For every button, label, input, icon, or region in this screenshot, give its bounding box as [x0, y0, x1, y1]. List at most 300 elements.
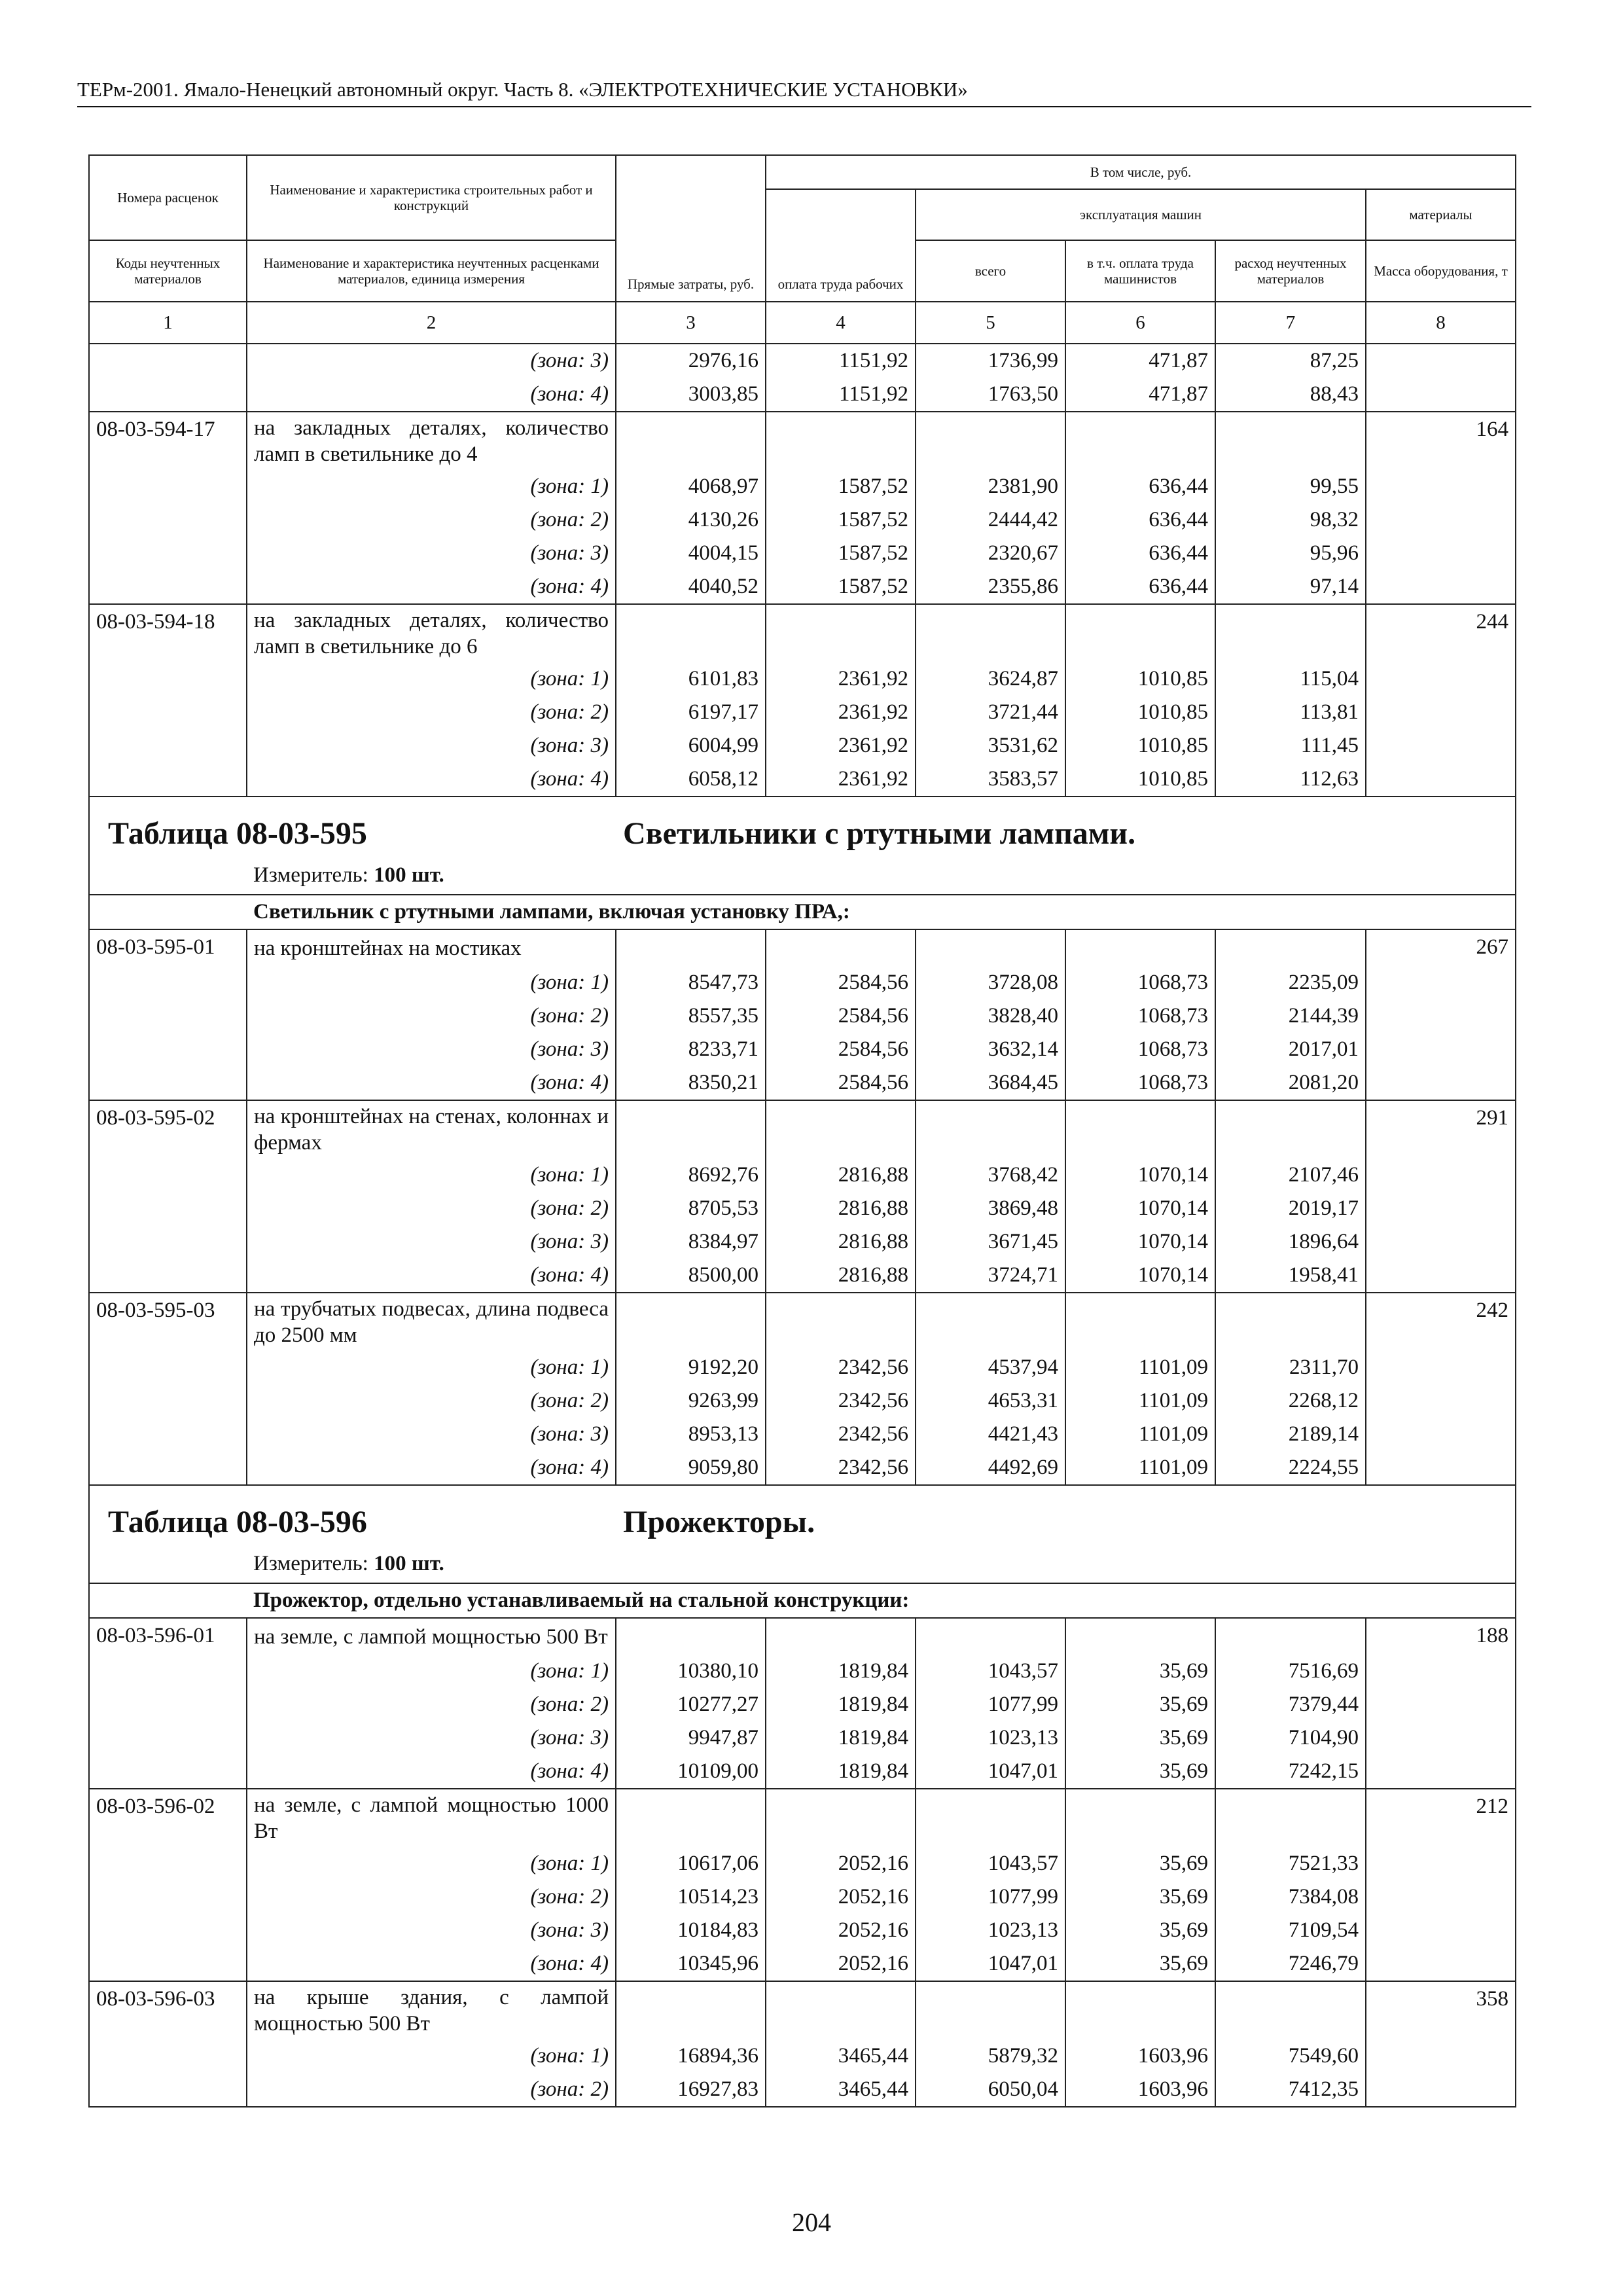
empty-cell	[1366, 503, 1516, 537]
rate-code: 08-03-596-01	[89, 1618, 247, 1655]
empty-cell	[1366, 696, 1516, 729]
value-cell: 8547,73	[616, 966, 766, 999]
empty-cell	[89, 378, 247, 412]
rate-row	[89, 1981, 1516, 2039]
zone-label: (зона: 3)	[247, 729, 616, 762]
value-cell: 3003,85	[616, 378, 766, 412]
value-cell: 2052,16	[766, 1947, 916, 1981]
value-cell: 2816,88	[766, 1158, 916, 1192]
empty-cell	[616, 412, 766, 470]
value-cell: 2816,88	[766, 1192, 916, 1225]
value-cell: 1101,09	[1065, 1351, 1215, 1384]
empty-cell	[1065, 1981, 1215, 2039]
page-number: 204	[792, 2208, 831, 2237]
value-cell: 1077,99	[916, 1688, 1065, 1721]
empty-cell	[616, 1789, 766, 1847]
zone-row	[89, 503, 1516, 537]
value-cell: 1896,64	[1215, 1225, 1366, 1259]
value-cell: 2361,92	[766, 662, 916, 696]
value-cell: 2224,55	[1215, 1451, 1366, 1485]
zone-label: (зона: 4)	[247, 1755, 616, 1789]
empty-cell	[916, 1789, 1065, 1847]
zone-label: (зона: 2)	[247, 2073, 616, 2107]
value-cell: 3465,44	[766, 2073, 916, 2107]
value-cell: 115,04	[1215, 662, 1366, 696]
value-cell: 97,14	[1215, 570, 1366, 604]
col-machines-total-header: всего	[916, 240, 1065, 302]
value-cell: 2342,56	[766, 1418, 916, 1451]
value-cell: 3828,40	[916, 999, 1065, 1033]
zone-label: (зона: 4)	[247, 1451, 616, 1485]
value-cell: 8692,76	[616, 1158, 766, 1192]
zone-row	[89, 1192, 1516, 1225]
zone-label: (зона: 3)	[247, 1225, 616, 1259]
value-cell: 4040,52	[616, 570, 766, 604]
value-cell: 1023,13	[916, 1914, 1065, 1947]
zone-row	[89, 1418, 1516, 1451]
value-cell: 9059,80	[616, 1451, 766, 1485]
empty-cell	[89, 1259, 247, 1293]
value-cell: 3531,62	[916, 729, 1065, 762]
zone-label: (зона: 1)	[247, 1351, 616, 1384]
value-cell: 113,81	[1215, 696, 1366, 729]
value-cell: 1151,92	[766, 344, 916, 378]
value-cell: 7104,90	[1215, 1721, 1366, 1755]
empty-cell	[89, 2039, 247, 2073]
empty-cell	[1366, 537, 1516, 570]
value-cell: 7549,60	[1215, 2039, 1366, 2073]
value-cell: 636,44	[1065, 570, 1215, 604]
value-cell: 7242,15	[1215, 1755, 1366, 1789]
zone-label: (зона: 2)	[247, 1880, 616, 1914]
empty-cell	[1366, 2039, 1516, 2073]
value-cell: 7412,35	[1215, 2073, 1366, 2107]
zone-label: (зона: 2)	[247, 503, 616, 537]
empty-cell	[89, 1066, 247, 1100]
value-cell: 2342,56	[766, 1451, 916, 1485]
empty-cell	[89, 1418, 247, 1451]
value-cell: 1068,73	[1065, 999, 1215, 1033]
empty-cell	[89, 1192, 247, 1225]
value-cell: 2816,88	[766, 1259, 916, 1293]
value-cell: 1101,09	[1065, 1384, 1215, 1418]
empty-cell	[1215, 1618, 1366, 1655]
empty-cell	[1366, 1655, 1516, 1688]
value-cell: 2235,09	[1215, 966, 1366, 999]
empty-cell	[89, 966, 247, 999]
value-cell: 3684,45	[916, 1066, 1065, 1100]
value-cell: 636,44	[1065, 537, 1215, 570]
value-cell: 2444,42	[916, 503, 1065, 537]
value-cell: 1047,01	[916, 1947, 1065, 1981]
zone-row	[89, 1033, 1516, 1066]
value-cell: 2342,56	[766, 1351, 916, 1384]
value-cell: 1010,85	[1065, 762, 1215, 797]
zone-label: (зона: 3)	[247, 537, 616, 570]
value-cell: 35,69	[1065, 1655, 1215, 1688]
rate-description: на земле, с лампой мощностью 500 Вт	[247, 1618, 616, 1655]
empty-cell	[1366, 470, 1516, 503]
empty-cell	[916, 1100, 1065, 1158]
zone-label: (зона: 2)	[247, 999, 616, 1033]
value-cell: 2052,16	[766, 1914, 916, 1947]
value-cell: 2361,92	[766, 762, 916, 797]
empty-cell	[1366, 1418, 1516, 1451]
zone-row	[89, 470, 1516, 503]
empty-cell	[1065, 412, 1215, 470]
empty-cell	[89, 1225, 247, 1259]
empty-cell	[1215, 1981, 1366, 2039]
empty-cell	[916, 1618, 1065, 1655]
value-cell: 9263,99	[616, 1384, 766, 1418]
zone-row	[89, 696, 1516, 729]
value-cell: 1010,85	[1065, 696, 1215, 729]
value-cell: 1587,52	[766, 537, 916, 570]
zone-row	[89, 1755, 1516, 1789]
empty-cell	[1366, 1192, 1516, 1225]
empty-cell	[1215, 412, 1366, 470]
measure-unit	[253, 859, 444, 892]
value-cell: 7109,54	[1215, 1914, 1366, 1947]
empty-cell	[89, 570, 247, 604]
zone-label: (зона: 1)	[247, 662, 616, 696]
value-cell: 2584,56	[766, 966, 916, 999]
value-cell: 1068,73	[1065, 1033, 1215, 1066]
zone-label: (зона: 2)	[247, 696, 616, 729]
value-cell: 3583,57	[916, 762, 1065, 797]
value-cell: 8384,97	[616, 1225, 766, 1259]
rate-code: 08-03-595-01	[89, 929, 247, 966]
rate-description: на закладных деталях, количество ламп в светильнике до 6	[247, 604, 616, 662]
col-number: 2	[247, 302, 616, 344]
empty-cell	[1366, 966, 1516, 999]
value-cell: 3768,42	[916, 1158, 1065, 1192]
value-cell: 3724,71	[916, 1259, 1065, 1293]
empty-cell	[89, 1947, 247, 1981]
empty-cell	[89, 1351, 247, 1384]
empty-cell	[1366, 1259, 1516, 1293]
zone-row	[89, 729, 1516, 762]
value-cell: 6197,17	[616, 696, 766, 729]
zone-row	[89, 999, 1516, 1033]
empty-cell	[89, 1880, 247, 1914]
zone-row	[89, 1880, 1516, 1914]
zone-label: (зона: 1)	[247, 470, 616, 503]
rate-code: 08-03-594-17	[89, 412, 247, 470]
value-cell: 1819,84	[766, 1755, 916, 1789]
value-cell: 1077,99	[916, 1880, 1065, 1914]
value-cell: 3465,44	[766, 2039, 916, 2073]
empty-cell	[1215, 1100, 1366, 1158]
zone-row	[89, 1847, 1516, 1880]
col-number: 7	[1215, 302, 1366, 344]
zone-label: (зона: 3)	[247, 1914, 616, 1947]
empty-cell	[1366, 1688, 1516, 1721]
value-cell: 3721,44	[916, 696, 1065, 729]
zone-row	[89, 344, 1516, 378]
value-cell: 88,43	[1215, 378, 1366, 412]
empty-cell	[1366, 1225, 1516, 1259]
value-cell: 8350,21	[616, 1066, 766, 1100]
empty-cell	[1366, 1384, 1516, 1418]
value-cell: 2311,70	[1215, 1351, 1366, 1384]
value-cell: 2361,92	[766, 729, 916, 762]
value-cell: 7246,79	[1215, 1947, 1366, 1981]
zone-label: (зона: 2)	[247, 1688, 616, 1721]
zone-row	[89, 1259, 1516, 1293]
col-machinist-wage-header: в т.ч. оплата труда машинистов	[1065, 240, 1215, 302]
empty-cell	[1366, 344, 1516, 378]
empty-cell	[1366, 662, 1516, 696]
value-cell: 4653,31	[916, 1384, 1065, 1418]
col-code-header: Номера расценок	[89, 155, 247, 240]
empty-cell	[766, 1618, 916, 1655]
value-cell: 2342,56	[766, 1384, 916, 1418]
empty-cell	[1366, 1755, 1516, 1789]
col-number: 3	[616, 302, 766, 344]
value-cell: 1587,52	[766, 503, 916, 537]
value-cell: 6050,04	[916, 2073, 1065, 2107]
value-cell: 4421,43	[916, 1418, 1065, 1451]
value-cell: 10109,00	[616, 1755, 766, 1789]
value-cell: 1010,85	[1065, 729, 1215, 762]
empty-cell	[766, 1100, 916, 1158]
empty-cell	[1366, 999, 1516, 1033]
zone-label: (зона: 1)	[247, 2039, 616, 2073]
value-cell: 2355,86	[916, 570, 1065, 604]
value-cell: 4068,97	[616, 470, 766, 503]
running-header: ТЕРм-2001. Ямало-Ненецкий автономный округ. Часть 8. «ЭЛЕКТРОТЕХНИЧЕСКИЕ УСТАНОВКИ»	[77, 73, 1531, 107]
empty-cell	[916, 929, 1065, 966]
empty-cell	[766, 1293, 916, 1351]
empty-cell	[1366, 570, 1516, 604]
value-cell: 35,69	[1065, 1721, 1215, 1755]
table-title-cell	[89, 1485, 1516, 1583]
value-cell: 1101,09	[1065, 1451, 1215, 1485]
value-cell: 2268,12	[1215, 1384, 1366, 1418]
zone-row	[89, 537, 1516, 570]
zone-label: (зона: 2)	[247, 1192, 616, 1225]
empty-cell	[766, 604, 916, 662]
rate-description: на кронштейнах на стенах, колоннах и фермах	[247, 1100, 616, 1158]
empty-cell	[89, 2073, 247, 2107]
table-title: Светильники с ртутными лампами.	[623, 816, 1136, 851]
empty-cell	[89, 729, 247, 762]
zone-row	[89, 1451, 1516, 1485]
value-cell: 2052,16	[766, 1880, 916, 1914]
value-cell: 10380,10	[616, 1655, 766, 1688]
value-cell: 1958,41	[1215, 1259, 1366, 1293]
col-number: 5	[916, 302, 1065, 344]
table-title: Прожекторы.	[623, 1505, 815, 1539]
empty-cell	[1215, 1293, 1366, 1351]
empty-cell	[766, 1981, 916, 2039]
empty-cell	[89, 470, 247, 503]
price-table	[88, 154, 1516, 2108]
rate-labor: 212	[1366, 1789, 1516, 1847]
empty-cell	[1366, 2073, 1516, 2107]
value-cell: 10514,23	[616, 1880, 766, 1914]
value-cell: 1819,84	[766, 1721, 916, 1755]
value-cell: 471,87	[1065, 378, 1215, 412]
value-cell: 8500,00	[616, 1259, 766, 1293]
zone-row	[89, 762, 1516, 797]
section-row	[89, 1583, 1516, 1618]
rate-code: 08-03-595-03	[89, 1293, 247, 1351]
table-title-row	[89, 797, 1516, 895]
empty-cell	[916, 1293, 1065, 1351]
zone-label: (зона: 4)	[247, 378, 616, 412]
value-cell: 111,45	[1215, 729, 1366, 762]
section-heading: Прожектор, отдельно устанавливаемый на стальной конструкции:	[89, 1583, 1516, 1618]
empty-cell	[766, 929, 916, 966]
value-cell: 1763,50	[916, 378, 1065, 412]
zone-label: (зона: 4)	[247, 1259, 616, 1293]
value-cell: 1151,92	[766, 378, 916, 412]
value-cell: 35,69	[1065, 1914, 1215, 1947]
value-cell: 1043,57	[916, 1655, 1065, 1688]
rate-labor: 291	[1366, 1100, 1516, 1158]
value-cell: 4537,94	[916, 1351, 1065, 1384]
value-cell: 3728,08	[916, 966, 1065, 999]
empty-cell	[89, 1033, 247, 1066]
zone-row	[89, 378, 1516, 412]
zone-label: (зона: 4)	[247, 762, 616, 797]
empty-cell	[1366, 378, 1516, 412]
rate-description: на кронштейнах на мостиках	[247, 929, 616, 966]
empty-cell	[89, 1158, 247, 1192]
rate-code: 08-03-594-18	[89, 604, 247, 662]
value-cell: 2107,46	[1215, 1158, 1366, 1192]
rate-row	[89, 412, 1516, 470]
rate-labor: 267	[1366, 929, 1516, 966]
zone-row	[89, 2073, 1516, 2107]
value-cell: 1068,73	[1065, 966, 1215, 999]
value-cell: 2189,14	[1215, 1418, 1366, 1451]
value-cell: 1023,13	[916, 1721, 1065, 1755]
empty-cell	[1366, 1914, 1516, 1947]
section-row	[89, 895, 1516, 929]
value-cell: 16927,83	[616, 2073, 766, 2107]
measure-unit-value: 100 шт.	[374, 863, 444, 887]
empty-cell	[89, 1384, 247, 1418]
value-cell: 8557,35	[616, 999, 766, 1033]
col-unaccounted-name-header: Наименование и характеристика неучтенных расценками материалов, единица измерения	[247, 240, 616, 302]
rate-description: на трубчатых подвесах, длина подвеса до 2500 мм	[247, 1293, 616, 1351]
empty-cell	[616, 604, 766, 662]
table-body	[89, 344, 1516, 2107]
value-cell: 1070,14	[1065, 1158, 1215, 1192]
value-cell: 7379,44	[1215, 1688, 1366, 1721]
value-cell: 2816,88	[766, 1225, 916, 1259]
value-cell: 35,69	[1065, 1847, 1215, 1880]
value-cell: 3671,45	[916, 1225, 1065, 1259]
rate-code: 08-03-595-02	[89, 1100, 247, 1158]
zone-label: (зона: 3)	[247, 1418, 616, 1451]
value-cell: 1070,14	[1065, 1192, 1215, 1225]
zone-label: (зона: 1)	[247, 1158, 616, 1192]
empty-cell	[1366, 1033, 1516, 1066]
table-header	[89, 155, 1516, 344]
value-cell: 98,32	[1215, 503, 1366, 537]
col-direct-cost-header: Прямые затраты, руб.	[616, 155, 766, 302]
empty-cell	[89, 537, 247, 570]
value-cell: 10184,83	[616, 1914, 766, 1947]
materials-header: материалы	[1366, 189, 1516, 240]
empty-cell	[89, 1914, 247, 1947]
rate-row	[89, 604, 1516, 662]
zone-row	[89, 1158, 1516, 1192]
value-cell: 1819,84	[766, 1688, 916, 1721]
empty-cell	[1366, 729, 1516, 762]
zone-label: (зона: 3)	[247, 1033, 616, 1066]
rate-labor: 188	[1366, 1618, 1516, 1655]
zone-row	[89, 1384, 1516, 1418]
zone-label: (зона: 4)	[247, 570, 616, 604]
table-title-row	[89, 1485, 1516, 1583]
value-cell: 1101,09	[1065, 1418, 1215, 1451]
empty-cell	[1366, 1721, 1516, 1755]
value-cell: 1603,96	[1065, 2073, 1215, 2107]
zone-row	[89, 2039, 1516, 2073]
rate-row	[89, 929, 1516, 966]
col-name-header: Наименование и характеристика строительных работ и конструкций	[247, 155, 616, 240]
zone-row	[89, 1914, 1516, 1947]
empty-cell	[1366, 1351, 1516, 1384]
empty-cell	[1366, 1451, 1516, 1485]
value-cell: 7521,33	[1215, 1847, 1366, 1880]
zone-row	[89, 966, 1516, 999]
empty-cell	[1065, 1100, 1215, 1158]
value-cell: 3632,14	[916, 1033, 1065, 1066]
value-cell: 9947,87	[616, 1721, 766, 1755]
empty-cell	[89, 662, 247, 696]
value-cell: 1068,73	[1065, 1066, 1215, 1100]
section-heading: Светильник с ртутными лампами, включая установку ПРА,:	[89, 895, 1516, 929]
zone-label: (зона: 2)	[247, 1384, 616, 1418]
empty-cell	[1366, 1947, 1516, 1981]
zone-row	[89, 1351, 1516, 1384]
value-cell: 3624,87	[916, 662, 1065, 696]
zone-label: (зона: 4)	[247, 1066, 616, 1100]
zone-label: (зона: 3)	[247, 344, 616, 378]
value-cell: 2584,56	[766, 1033, 916, 1066]
rate-labor: 358	[1366, 1981, 1516, 2039]
value-cell: 1047,01	[916, 1755, 1065, 1789]
rate-row	[89, 1618, 1516, 1655]
incl-header: В том числе, руб.	[766, 155, 1516, 189]
value-cell: 1736,99	[916, 344, 1065, 378]
zone-row	[89, 570, 1516, 604]
empty-cell	[616, 1981, 766, 2039]
rate-description: на крыше здания, с лампой мощностью 500 Вт	[247, 1981, 616, 2039]
empty-cell	[1215, 1789, 1366, 1847]
value-cell: 636,44	[1065, 470, 1215, 503]
zone-label: (зона: 3)	[247, 1721, 616, 1755]
col-unaccounted-codes-header: Коды неучтенных материалов	[89, 240, 247, 302]
rate-row	[89, 1293, 1516, 1351]
empty-cell	[766, 412, 916, 470]
zone-row	[89, 1721, 1516, 1755]
value-cell: 35,69	[1065, 1688, 1215, 1721]
value-cell: 7516,69	[1215, 1655, 1366, 1688]
empty-cell	[89, 1847, 247, 1880]
value-cell: 87,25	[1215, 344, 1366, 378]
empty-cell	[1065, 1293, 1215, 1351]
empty-cell	[1366, 1880, 1516, 1914]
empty-cell	[89, 1721, 247, 1755]
empty-cell	[1366, 1158, 1516, 1192]
